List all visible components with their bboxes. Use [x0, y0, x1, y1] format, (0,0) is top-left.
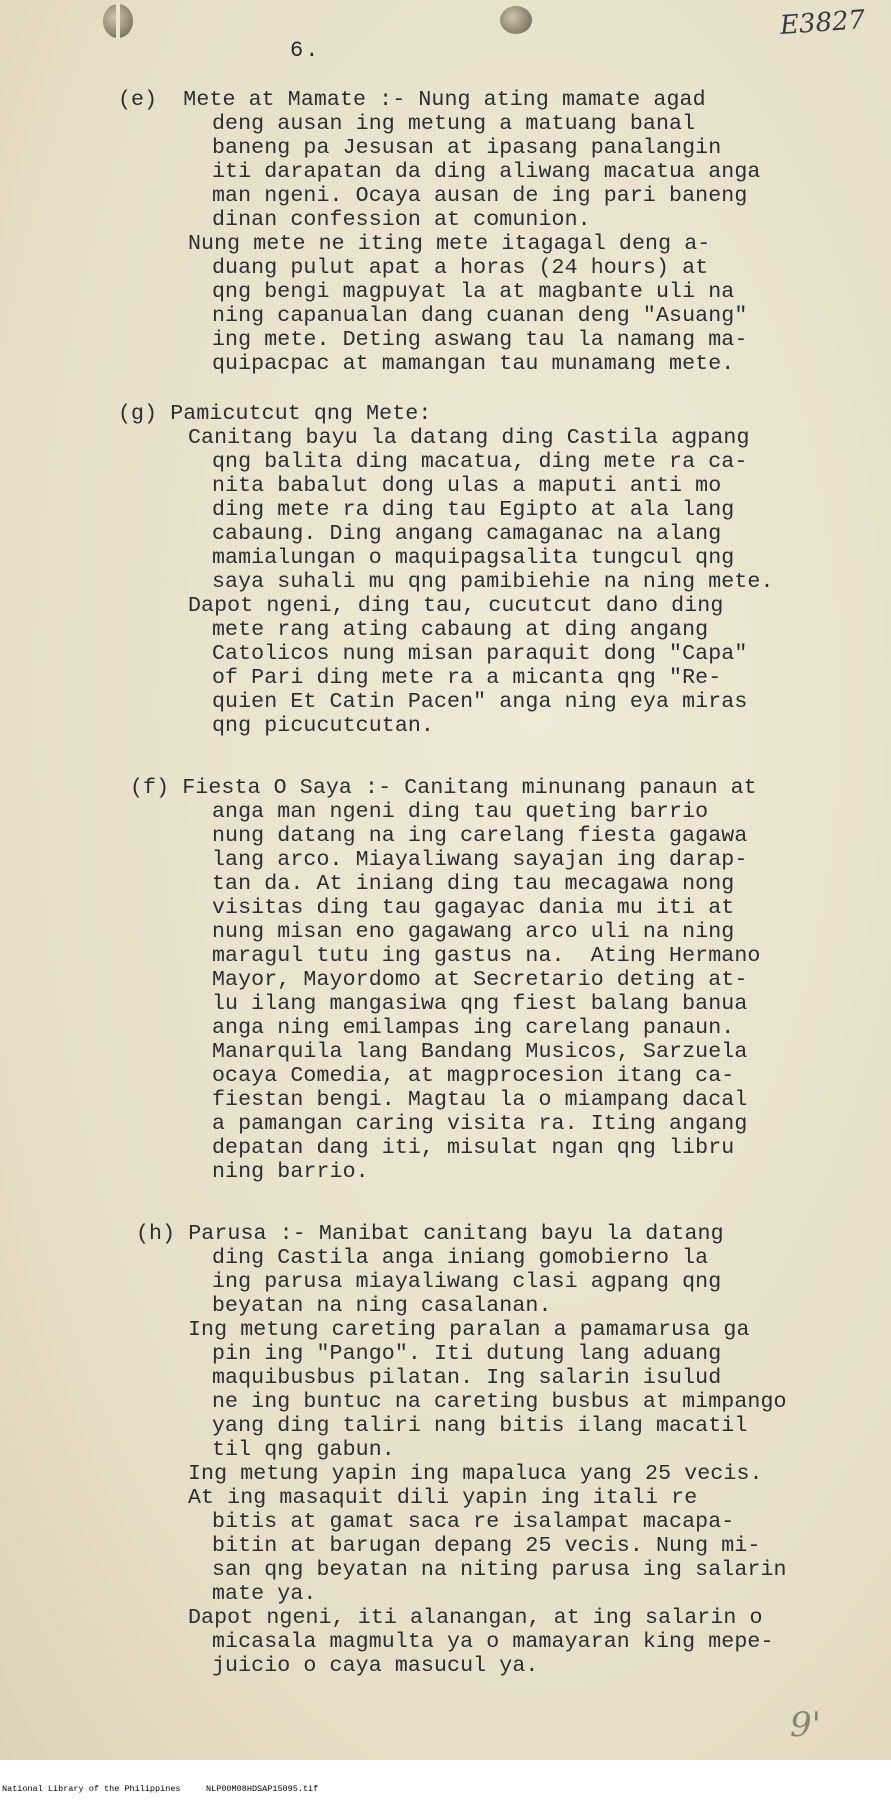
- text-line: anga man ngeni ding tau queting barrio: [212, 800, 709, 824]
- text-line: Mayor, Mayordomo at Secretario deting at-: [212, 968, 748, 992]
- text-line: micasala magmulta ya o mamayaran king mepe-: [212, 1630, 774, 1654]
- text-line: pin ing "Pango". Iti dutung lang aduang: [212, 1342, 722, 1366]
- text-line: mate ya.: [212, 1582, 317, 1606]
- text-line: ocaya Comedia, at magprocesion itang ca-: [212, 1064, 735, 1088]
- text-line: maragul tutu ing gastus na. Ating Hermano: [212, 944, 761, 968]
- text-line: At ing masaquit dili yapin ing itali re: [188, 1486, 698, 1510]
- text-line: fiestan bengi. Magtau la o miampang dacal: [212, 1088, 748, 1112]
- text-line: lu ilang mangasiwa qng fiest balang banua: [212, 992, 748, 1016]
- text-line: Dapot ngeni, iti alanangan, at ing salarin o: [188, 1606, 763, 1630]
- text-line: bitis at gamat saca re isalampat macapa-: [212, 1510, 735, 1534]
- text-line: yang ding taliri nang bitis ilang macatil: [212, 1414, 748, 1438]
- text-line: nung misan eno gagawang arco uli na ning: [212, 920, 735, 944]
- text-line: nung datang na ing carelang fiesta gagawa: [212, 824, 748, 848]
- text-line: of Pari ding mete ra a micanta qng "Re-: [212, 666, 722, 690]
- text-line: ning capanualan dang cuanan deng "Asuang": [212, 304, 748, 328]
- text-line: quien Et Catin Pacen" anga ning eya miras: [212, 690, 748, 714]
- punch-hole-right: [500, 6, 532, 34]
- text-line: saya suhali mu qng pamibiehie na ning mete.: [212, 570, 774, 594]
- text-line: ing parusa miayaliwang clasi agpang qng: [212, 1270, 722, 1294]
- text-line: baneng pa Jesusan at ipasang panalangin: [212, 136, 722, 160]
- text-line: juicio o caya masucul ya.: [212, 1654, 539, 1678]
- text-line: man ngeni. Ocaya ausan de ing pari baneng: [212, 184, 748, 208]
- text-line: dinan confession at comunion.: [212, 208, 591, 232]
- handwritten-mark: 9': [790, 1705, 821, 1745]
- text-line: duang pulut apat a horas (24 hours) at: [212, 256, 709, 280]
- scan-footer-band: [0, 1764, 891, 1800]
- reference-mark: E3827: [779, 5, 867, 41]
- text-line: anga ning emilampas ing carelang panaun.: [212, 1016, 735, 1040]
- text-line: bitin at barugan depang 25 vecis. Nung mi-: [212, 1534, 761, 1558]
- text-line: a pamangan caring visita ra. Iting angang: [212, 1112, 748, 1136]
- scan-footer-caption: National Library of the Philippines NLP00M08HDSAP15095.tif: [2, 1784, 319, 1794]
- text-line: maquibusbus pilatan. Ing salarin isulud: [212, 1366, 722, 1390]
- punch-hole-left: [103, 4, 133, 38]
- text-line: (h) Parusa :- Manibat canitang bayu la datang: [136, 1222, 724, 1246]
- text-line: ne ing buntuc na careting busbus at mimpango: [212, 1390, 787, 1414]
- text-line: mamialungan o maquipagsalita tungcul qng: [212, 546, 735, 570]
- text-line: tan da. At iniang ding tau mecagawa nong: [212, 872, 735, 896]
- text-line: mete rang ating cabaung at ding angang: [212, 618, 709, 642]
- text-line: til qng gabun.: [212, 1438, 395, 1462]
- text-line: (f) Fiesta O Saya :- Canitang minunang panaun at: [130, 776, 757, 800]
- text-line: beyatan na ning casalanan.: [212, 1294, 552, 1318]
- text-line: ding mete ra ding tau Egipto at ala lang: [212, 498, 735, 522]
- text-line: qng picucutcutan.: [212, 714, 434, 738]
- text-line: ding Castila anga iniang gomobierno la: [212, 1246, 709, 1270]
- text-line: deng ausan ing metung a matuang banal: [212, 112, 696, 136]
- text-line: depatan dang iti, misulat ngan qng libru: [212, 1136, 735, 1160]
- text-line: qng balita ding macatua, ding mete ra ca-: [212, 450, 748, 474]
- text-line: qng bengi magpuyat la at magbante uli na: [212, 280, 735, 304]
- text-line: Ing metung careting paralan a pamamarusa ga: [188, 1318, 750, 1342]
- text-line: Manarquila lang Bandang Musicos, Sarzuela: [212, 1040, 748, 1064]
- text-line: Nung mete ne iting mete itagagal deng a-: [188, 232, 711, 256]
- text-line: (e) Mete at Mamate :- Nung ating mamate agad: [118, 88, 706, 112]
- text-line: lang arco. Miayaliwang sayajan ing darap-: [212, 848, 748, 872]
- text-line: ning barrio.: [212, 1160, 369, 1184]
- text-line: (g) Pamicutcut qng Mete:: [118, 402, 432, 426]
- text-line: san qng beyatan na niting parusa ing salarin: [212, 1558, 787, 1582]
- text-line: nita babalut dong ulas a maputi anti mo: [212, 474, 722, 498]
- text-line: Canitang bayu la datang ding Castila agpang: [188, 426, 750, 450]
- text-line: iti darapatan da ding aliwang macatua anga: [212, 160, 761, 184]
- text-line: quipacpac at mamangan tau munamang mete.: [212, 352, 735, 376]
- text-line: Ing metung yapin ing mapaluca yang 25 vecis.: [188, 1462, 763, 1486]
- text-line: visitas ding tau gagayac dania mu iti at: [212, 896, 735, 920]
- text-line: Catolicos nung misan paraquit dong "Capa": [212, 642, 748, 666]
- text-line: cabaung. Ding angang camaganac na alang: [212, 522, 722, 546]
- page-number: 6.: [290, 38, 321, 63]
- text-line: Dapot ngeni, ding tau, cucutcut dano ding: [188, 594, 724, 618]
- text-line: ing mete. Deting aswang tau la namang ma-: [212, 328, 748, 352]
